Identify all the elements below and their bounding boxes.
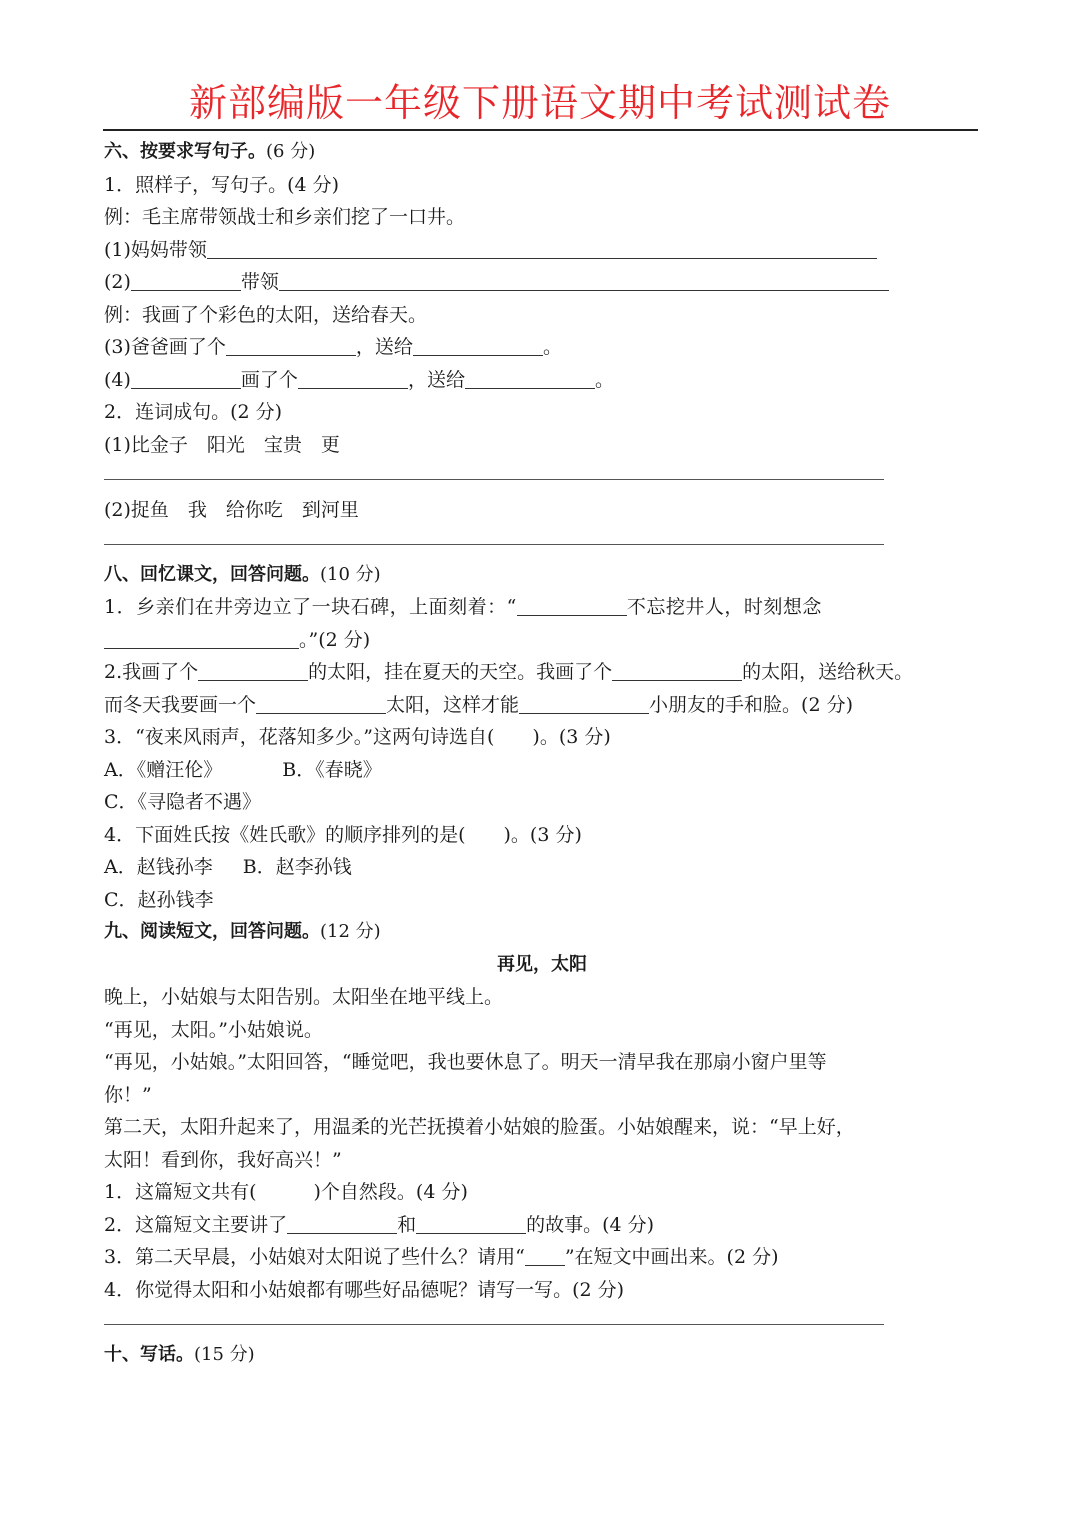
answer-blank[interactable] <box>465 368 595 389</box>
sec6-sentence-3: (3)爸爸画了个 ，送给 。 <box>104 336 562 358</box>
answer-line[interactable] <box>104 1306 980 1339</box>
sec8-q2-line1: 2.我画了个 的太阳，挂在夏天的天空。我画了个 的太阳，送给秋天。 <box>104 661 914 683</box>
story-paragraph-3: “再见，小姑娘。”太阳回答，“睡觉吧，我也要休息了。明天一清早我在那扇小窗户里等 <box>104 1051 827 1073</box>
sec9-q4: 4．你觉得太阳和小姑娘都有哪些好品德呢？请写一写。(2 分) <box>104 1278 625 1301</box>
sec8-q3: 3．“夜来风雨声，花落知多少。”这两句诗选自( )。(3 分) <box>104 726 611 748</box>
answer-blank[interactable] <box>131 270 241 291</box>
sec8-q2-line2: 而冬天我要画一个 太阳，这样才能 小朋友的手和脸。(2 分) <box>104 693 853 716</box>
section-8-heading: 八、回忆课文，回答问题。(10 分) <box>104 563 381 585</box>
answer-blank[interactable] <box>104 628 299 649</box>
section-10-heading: 十、写话。(15 分) <box>104 1343 255 1365</box>
option-a[interactable]: A．《赠汪伦》 <box>104 758 223 781</box>
sec6-example-1: 例：毛主席带领战士和乡亲们挖了一口井。 <box>104 206 466 228</box>
answer-blank[interactable] <box>287 1213 397 1234</box>
sec9-q3: 3．第二天早晨，小姑娘对太阳说了些什么？请用“ ”在短文中画出来。(2 分) <box>104 1246 779 1268</box>
story-title: 再见，太阳 <box>497 953 587 975</box>
answer-blank[interactable] <box>256 693 386 714</box>
answer-blank[interactable] <box>207 238 877 259</box>
sec6-sentence-4: (4) 画了个 ，送给 。 <box>104 368 614 391</box>
sec6-sentence-1: (1)妈妈带领 <box>104 234 980 267</box>
answer-blank[interactable] <box>517 595 627 616</box>
answer-blank[interactable] <box>131 368 241 389</box>
answer-blank[interactable] <box>298 368 408 389</box>
page-title: 新部编版一年级下册语文期中考试测试卷 <box>188 81 891 125</box>
sec6-words-2: (2)捉鱼 我 给你吃 到河里 <box>104 498 359 521</box>
answer-blank[interactable] <box>612 660 742 681</box>
story-paragraph-4: 第二天，太阳升起来了，用温柔的光芒抚摸着小姑娘的脸蛋。小姑娘醒来，说：“早上好， <box>104 1116 855 1138</box>
sec6-words-1: (1)比金子 阳光 宝贵 更 <box>104 433 340 456</box>
sec8-q4: 4．下面姓氏按《姓氏歌》的顺序排列的是( )。(3 分) <box>104 823 582 846</box>
answer-blank[interactable] <box>279 270 889 291</box>
sec8-q4-options <box>104 851 980 884</box>
section-9-heading: 九、阅读短文，回答问题。(12 分) <box>104 921 381 942</box>
sec8-q1-line2: 。”(2 分) <box>104 624 980 657</box>
title-divider <box>103 129 978 131</box>
story-paragraph-2: “再见，太阳。”小姑娘说。 <box>104 1018 323 1041</box>
section-6-heading: 六、按要求写句子。(6 分) <box>104 141 316 162</box>
answer-blank[interactable] <box>413 335 543 356</box>
sec6-sentence-2: (2) 带领 <box>104 266 980 299</box>
option-b[interactable]: B．《春晓》 <box>282 758 382 781</box>
sec6-q2: 2．连词成句。(2 分) <box>104 401 283 423</box>
sec6-example-2: 例：我画了个彩色的太阳，送给春天。 <box>104 303 428 326</box>
answer-line[interactable] <box>104 526 980 559</box>
exam-body <box>104 136 980 1371</box>
story-paragraph-1: 晚上，小姑娘与太阳告别。太阳坐在地平线上。 <box>104 986 504 1008</box>
answer-blank[interactable] <box>519 693 649 714</box>
answer-blank[interactable] <box>198 660 308 681</box>
sec8-q3-options <box>104 754 980 787</box>
story-paragraph-3-cont: 你！” <box>104 1083 152 1106</box>
story-paragraph-4-cont: 太阳！看到你，我好高兴！” <box>104 1148 342 1171</box>
option-a[interactable]: A．赵钱孙李 <box>104 856 213 878</box>
sec9-q2: 2．这篇短文主要讲了 和 的故事。(4 分) <box>104 1213 655 1236</box>
answer-blank[interactable] <box>226 335 356 356</box>
option-c[interactable]: C．《寻隐者不遇》 <box>104 791 262 813</box>
sec9-q1: 1．这篇短文共有( )个自然段。(4 分) <box>104 1181 468 1203</box>
underline-sample <box>525 1245 565 1266</box>
option-c[interactable]: C．赵孙钱李 <box>104 888 214 911</box>
answer-blank[interactable] <box>416 1213 526 1234</box>
answer-line[interactable] <box>104 461 980 494</box>
sec8-q1-line1: 1．乡亲们在井旁边立了一块石碑，上面刻着：“ 不忘挖井人，时刻想念 <box>104 596 822 618</box>
sec6-q1: 1．照样子，写句子。(4 分) <box>104 173 340 196</box>
option-b[interactable]: B．赵李孙钱 <box>242 856 352 878</box>
